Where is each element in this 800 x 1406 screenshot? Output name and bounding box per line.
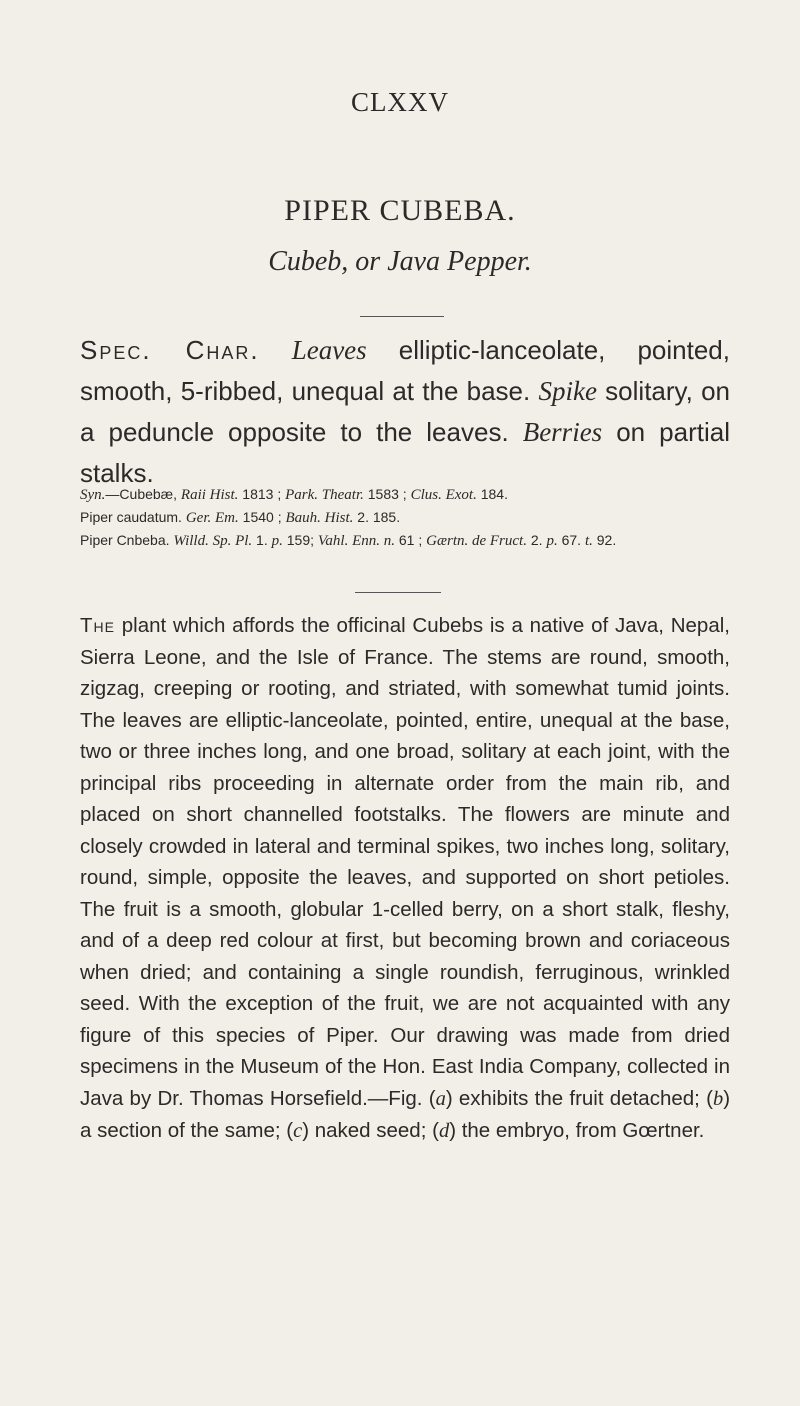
synonym-text-run: 159; bbox=[282, 532, 318, 548]
description-text-run: plant which affords the officinal Cubebs is a native of Java, Nepal, Sierra Leone, and the Isle of France. The stems are round, smooth, zigzag, creeping or rooting, and striated, with somewhat tumid joints. The leaves are elliptic-lanceolate, pointed, entire, unequal at the base, two or three inches long, and one broad, solitary at each joint, with the principal ribs proceeding in alternate order from the main rib, and placed on short channelled footstalks. The flowers are minute and closely crowded in lateral and terminal spikes, two inches long, solitary, round, simple, opposite the leaves, and supported on short petioles. The fruit is a smooth, globular 1-celled berry, on a short stalk, fleshy, and of a deep red colour at first, but becoming brown and coriaceous when dried; and containing a single roundish, ferruginous, wrinkled seed. With the exception of the fruit, we are not acquainted with any figure of this species of Piper. Our drawing was made from dried specimens in the Museum of the Hon. East India Company, collected in Java by Dr. Thomas Horsefield.—Fig. ( bbox=[80, 614, 730, 1110]
synonym-text-run: 92. bbox=[592, 532, 617, 548]
synonym-text-run: 1583 ; bbox=[363, 486, 411, 502]
spec-lead: Spec. Char. bbox=[80, 335, 260, 365]
synonym-text-run: Raii Hist. bbox=[180, 487, 239, 503]
synonym-line bbox=[80, 529, 730, 552]
divider-top bbox=[360, 316, 444, 317]
spec-text-run: Berries bbox=[522, 417, 603, 447]
description-text-run: c bbox=[293, 1120, 303, 1142]
synonym-text-run: 1540 ; bbox=[238, 509, 286, 525]
synonym-line bbox=[80, 483, 730, 506]
page-subtitle: Cubeb, or Java Pepper. bbox=[268, 246, 532, 277]
synonym-text-run: 67. bbox=[557, 532, 585, 548]
synonym-text-run: —Cubebæ, bbox=[105, 486, 181, 502]
synonym-text-run: 1. bbox=[252, 532, 272, 548]
synonym-text-run: Syn. bbox=[80, 487, 106, 503]
spec-text-run: on partial stalks. bbox=[80, 417, 730, 488]
synonym-line bbox=[80, 506, 730, 529]
synonym-text-run: Bauh. Hist. bbox=[285, 510, 354, 526]
synonym-text-run: Clus. Exot. bbox=[410, 487, 477, 503]
description-text-run: ) a section of the same; ( bbox=[80, 1086, 731, 1142]
page-title: PIPER CUBEBA. bbox=[284, 194, 516, 227]
synonym-text-run: 61 ; bbox=[395, 532, 427, 548]
spec-text-run: Leaves bbox=[291, 335, 367, 365]
synonym-text-run: Vahl. Enn. n. bbox=[317, 533, 395, 549]
spec-text-run: Spike bbox=[538, 376, 597, 406]
synonym-text-run: 1813 ; bbox=[238, 486, 286, 502]
description-text-run: d bbox=[438, 1120, 450, 1142]
spec-text-run: elliptic-lanceolate, pointed, smooth, 5-ribbed, unequal at the base. bbox=[80, 335, 730, 406]
description-lead: The bbox=[80, 614, 115, 637]
synonyms-block bbox=[80, 483, 730, 552]
divider-bottom bbox=[355, 592, 441, 593]
description-body bbox=[80, 614, 730, 1142]
description-text-run: b bbox=[712, 1087, 724, 1110]
spec-text-run: solitary, on a peduncle opposite to the leaves. bbox=[80, 376, 730, 447]
synonym-text-run: p. bbox=[546, 533, 558, 549]
synonym-text-run: Piper caudatum. bbox=[80, 509, 186, 525]
description-text-run: ) naked seed; ( bbox=[302, 1119, 439, 1142]
synonym-text-run: p. bbox=[271, 533, 283, 549]
plate-number: CLXXV bbox=[351, 87, 449, 117]
synonym-text-run: Piper Cnbeba. bbox=[80, 532, 174, 548]
synonym-text-run: 184. bbox=[476, 486, 508, 502]
synonym-text-run: t. bbox=[584, 533, 593, 549]
synonym-text-run: Park. Theatr. bbox=[285, 487, 364, 503]
description-text-run: ) the embryo, from Gœrtner. bbox=[449, 1119, 705, 1142]
synonym-text-run: Ger. Em. bbox=[185, 510, 239, 526]
description-text-run: ) exhibits the fruit detached; ( bbox=[445, 1086, 713, 1110]
synonym-text-run: Gærtn. de Fruct. bbox=[426, 533, 527, 549]
synonym-text-run: Willd. Sp. Pl. bbox=[173, 533, 253, 549]
specific-character bbox=[80, 330, 730, 494]
synonym-text-run: 2. 185. bbox=[353, 509, 401, 525]
description-text-run: a bbox=[435, 1087, 446, 1110]
description-paragraph bbox=[80, 610, 730, 1148]
synonym-text-run: 2. bbox=[526, 532, 547, 548]
